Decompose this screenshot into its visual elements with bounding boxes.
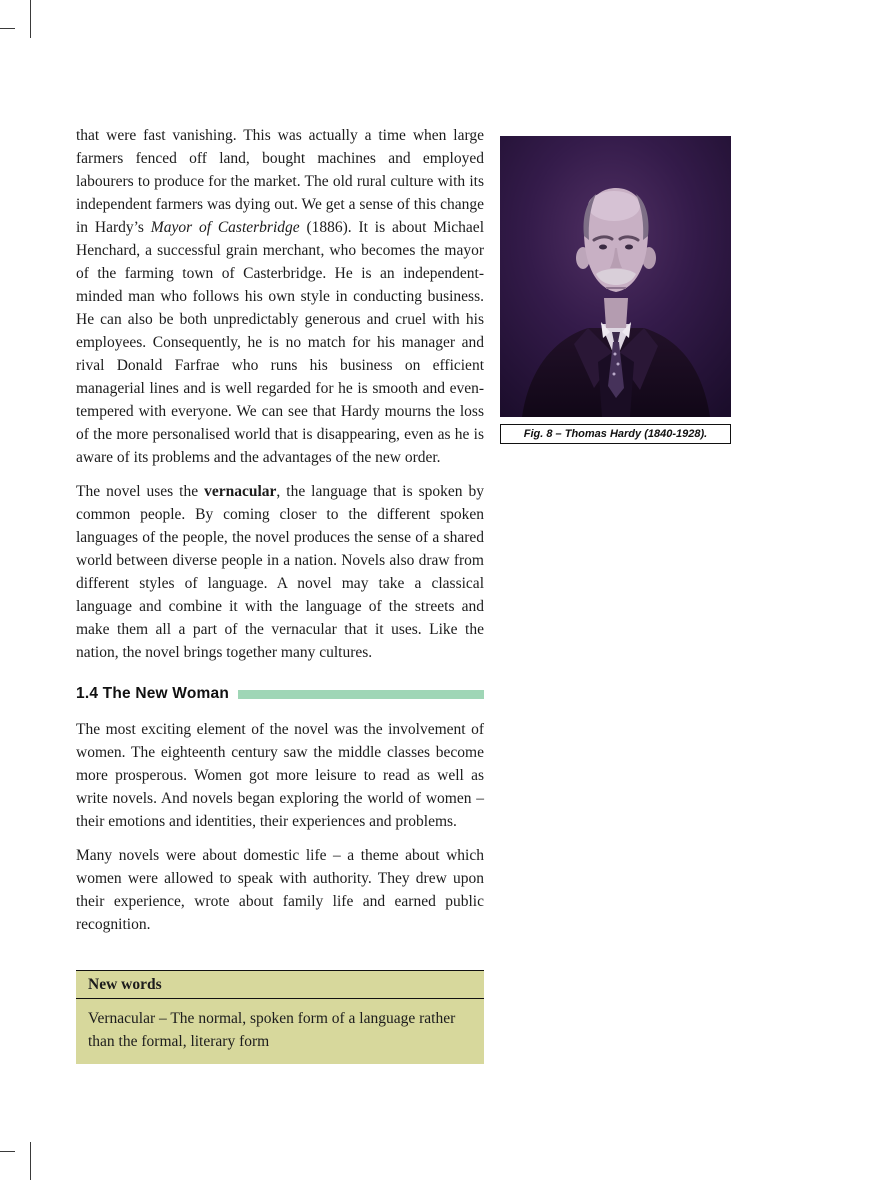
paragraph-hardy: [76, 124, 484, 469]
section-heading-1-4: [76, 685, 484, 703]
new-words-definition: Vernacular – The normal, spoken form of a language rather than the formal, literary form: [88, 1010, 456, 1050]
paragraph-vernacular: [76, 480, 484, 664]
paragraph-text: (1886). It is about Michael Henchard, a successful grain merchant, who becomes the mayor of the farming town of Casterbridge. He is an independent-minded man who follows his own style in conducting business. He can also be both unpredictably generous and cruel with his employees. Consequently, he is no match for his manager and rival Donald Farfrae who runs his business on efficient managerial lines and is well regarded for he is smooth and even-tempered with everyone. We can see that Hardy mourns the loss of the more personalised world that is disappearing, even as he is aware of its problems and the advantages of the new order.: [76, 219, 484, 466]
section-title: 1.4 The New Woman: [76, 685, 229, 702]
new-words-box: [76, 970, 484, 1064]
crop-mark-bottom-left-vertical: [30, 1142, 31, 1180]
figure-8-thomas-hardy: [500, 136, 731, 444]
paragraph-text: that were fast vanishing. This was actually a time when large farmers fenced off land, bought machines and employed labourers to produce for the market. The old rural culture with its independent farmers was dying out. We get a sense of this change in Hardy’s: [76, 127, 484, 236]
paragraph-text: The novel uses the: [76, 483, 205, 500]
crop-mark-top-left-vertical: [30, 0, 31, 38]
crop-mark-top-left-horizontal: [0, 28, 15, 29]
keyword-bold: vernacular: [204, 483, 277, 500]
section-heading-bar: [238, 690, 484, 699]
new-words-title: New words: [76, 971, 484, 999]
paragraph-text: , the language that is spoken by common people. By coming closer to the different spoken languages of the people, the novel produces the sense of a shared world between diverse people in a nation. Novels also draw from different styles of language. A novel may take a classical language and combine it with the language of the streets and make them all a part of the vernacular that it uses. Like the nation, the novel brings together many cultures.: [76, 483, 485, 661]
crop-mark-bottom-left-horizontal: [0, 1151, 15, 1152]
book-title-italic: Mayor of Casterbridge: [150, 219, 300, 236]
thomas-hardy-portrait-image: [500, 136, 731, 417]
figure-caption: Fig. 8 – Thomas Hardy (1840-1928).: [500, 424, 731, 444]
paragraph-new-woman-2: Many novels were about domestic life – a theme about which women were allowed to speak with authority. They drew upon their experience, wrote about family life and earned public recognition.: [76, 847, 484, 933]
paragraph-new-woman-1: The most exciting element of the novel was the involvement of women. The eighteenth century saw the middle classes become more prosperous. Women got more leisure to read as well as write novels. And novels began exploring the world of women – their emotions and identities, their experiences and problems.: [76, 721, 484, 830]
main-text-column: [76, 124, 484, 1064]
